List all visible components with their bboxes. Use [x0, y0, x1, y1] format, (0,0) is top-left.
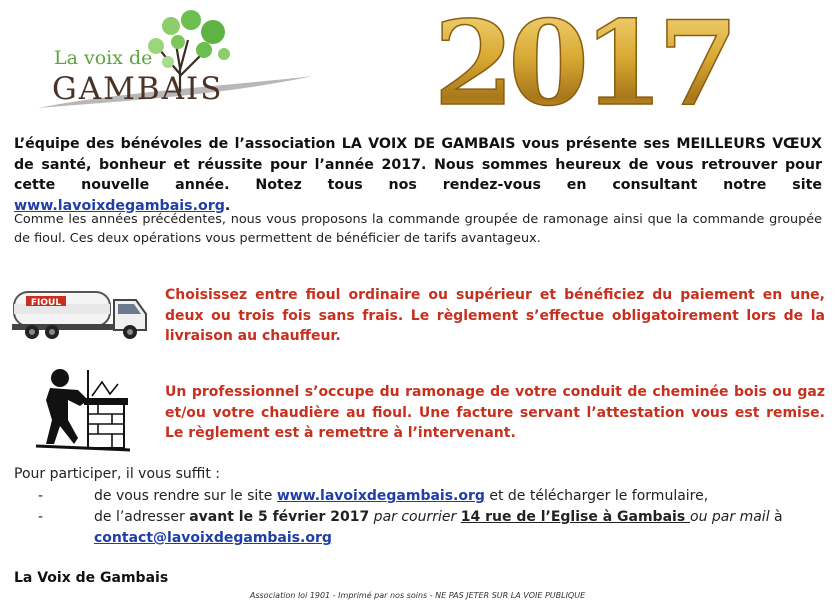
- dash-marker: -: [38, 488, 44, 504]
- website-link[interactable]: www.lavoixdegambais.org: [14, 197, 225, 214]
- signature: La Voix de Gambais: [14, 570, 169, 586]
- ramonage-offer-text: Un professionnel s’occupe du ramonage de votre conduit de cheminée bois ou gaz et/ou votre chaudière au fioul. Une facture servant l’attestation vous est remise. Le règlement est à remettre à l’intervenant.: [165, 384, 825, 441]
- list-item: [38, 486, 828, 507]
- step2-after: à: [769, 509, 783, 525]
- postal-address: 14 rue de l’Eglise à Gambais: [460, 509, 691, 525]
- footer-notice: Association loi 1901 - Imprimé par nos soins - NE PAS JETER SUR LA VOIE PUBLIQUE: [249, 591, 586, 600]
- step2-before: de l’adresser: [94, 509, 190, 525]
- fuel-truck-icon: [12, 282, 152, 342]
- intro-paragraph: [14, 134, 822, 216]
- year-text: 2017: [433, 4, 733, 114]
- email-link[interactable]: contact@lavoixdegambais.org: [94, 530, 332, 546]
- logo-line1: La voix de: [54, 47, 153, 69]
- fioul-offer-text: Choisissez entre fioul ordinaire ou supérieur et bénéficiez du paiement en une, deux ou trois fois sans frais. Le règlement s’effectue obligatoirement lors de la livraison au chauffeur.: [165, 287, 825, 344]
- website-link[interactable]: www.lavoixdegambais.org: [276, 488, 485, 504]
- chimney-sweep-icon: [32, 360, 132, 455]
- intro-end: .: [224, 197, 231, 214]
- step1-after: et de télécharger le formulaire,: [484, 488, 709, 504]
- dash-marker: -: [38, 509, 44, 525]
- la-voix-de-gambais-logo: [28, 4, 318, 112]
- deadline-text: avant le 5 février 2017: [189, 509, 370, 525]
- truck-label: FIOUL: [30, 298, 62, 308]
- group-order-paragraph: Comme les années précédentes, nous vous proposons la commande groupée de ramonage ainsi que la commande groupée de fioul. Ces deux opérations vous permettent de bénéficier de tarifs avantageux.: [14, 212, 822, 246]
- list-item: [38, 507, 828, 549]
- intro-text: L’équipe des bénévoles de l’association LA VOIX DE GAMBAIS vous présente ses MEILLEURS VŒUX de santé, bonheur et réussite pour l’année 2017. Nous sommes heureux de vous retrouver pour cette nouvelle année. Notez tous nos rendez-vous en consultant notre site: [14, 136, 822, 193]
- step2-mid: par courrier: [369, 509, 461, 525]
- participate-steps: [38, 486, 828, 549]
- step1-before: de vous rendre sur le site: [94, 488, 277, 504]
- logo-line2: GAMBAIS: [52, 71, 224, 107]
- step2-mid2: ou par mail: [690, 509, 770, 525]
- year-2017-graphic: [398, 4, 768, 114]
- participate-intro: Pour participer, il vous suffit :: [14, 466, 220, 482]
